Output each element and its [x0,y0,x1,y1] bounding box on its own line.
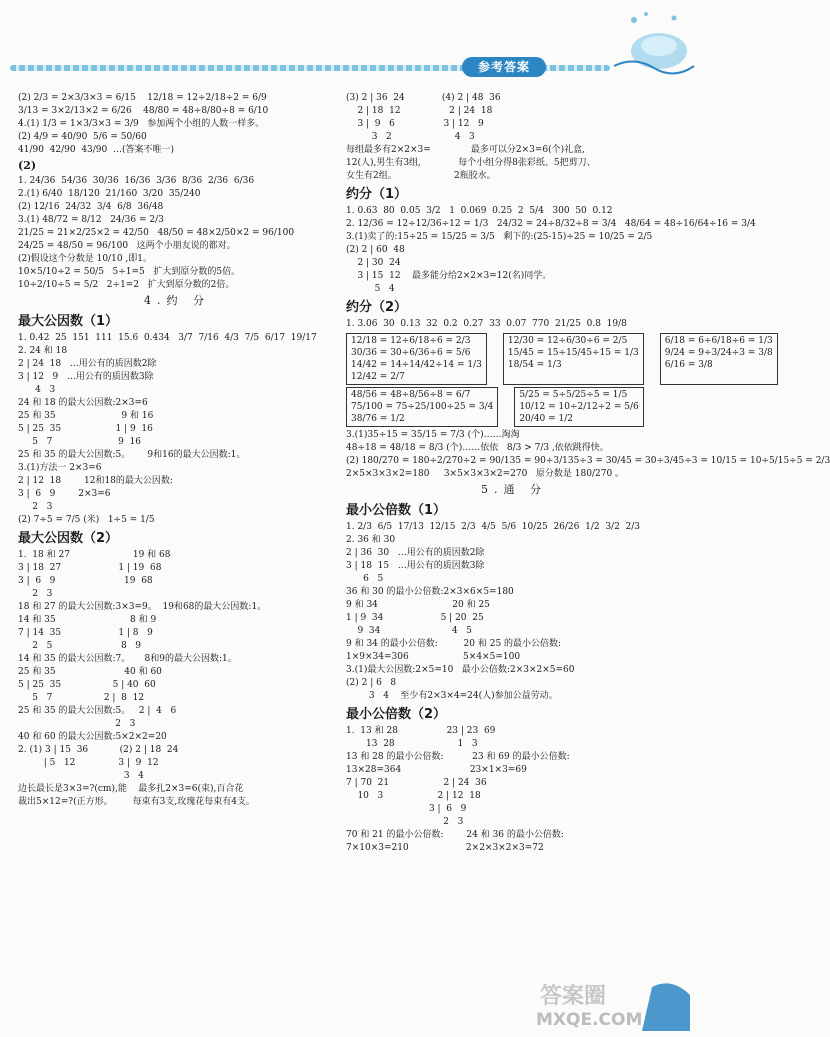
answer-line: 3 | 6 9 2×3=6 [18,489,111,499]
answer-line: (2) 2/3 = 2×3/3×3 = 6/15 12/18 = 12÷2/18÷2 = 6/9 [18,93,267,103]
answer-line: 5 4 [346,284,395,294]
chapter-heading: 5.通 分 [481,483,547,496]
answer-line: 2. 12/36 = 12÷12/36÷12 = 1/3 24/32 = 24÷8/32÷8 = 3/4 48/64 = 48÷16/64÷16 = 3/4 [346,219,756,229]
answer-line: 6 5 [346,574,384,584]
answer-line: 1×9×34=306 5×4×5=100 [346,652,521,662]
answer-line: 4 3 [18,385,56,395]
answer-line: 3/13 = 3×2/13×2 = 6/26 48/80 = 48÷8/80÷8 = 6/10 [18,106,269,116]
fraction-box: 12/18 = 12÷6/18÷6 = 2/3 30/36 = 30÷6/36÷6 = 5/6 14/42 = 14÷14/42÷14 = 1/3 12/42 = 2/7 [346,333,487,385]
answer-line: 25 和 35 40 和 60 [18,667,162,677]
section-heading: 最大公因数（2） [18,531,119,546]
fraction-box-row [346,387,682,427]
answer-line: 10÷2/10÷5 = 5/2 2÷1=2 扩大到原分数的2倍。 [18,280,235,290]
answer-line: (2) 2 | 6 8 [346,678,397,688]
answer-line: 2. (1) 3 | 15 36 (2) 2 | 18 24 [18,745,179,755]
fraction-box: 48/56 = 48÷8/56÷8 = 6/7 75/100 = 75÷25/100÷25 = 3/4 38/76 = 1/2 [346,387,498,427]
answer-line: 2 3 [346,817,464,827]
answer-line: | 5 12 3 | 9 12 [18,758,159,768]
fraction-box: 5/25 = 5÷5/25÷5 = 1/5 10/12 = 10÷2/12÷2 = 5/6 20/40 = 1/2 [514,387,643,427]
answer-line: 4.(1) 1/3 = 1×3/3×3 = 3/9 参加两个小组的人数一样多。 [18,119,265,129]
answer-line: 24/25 = 48/50 = 96/100 这两个小朋友说的都对。 [18,241,236,251]
answer-line: 1. 2/3 6/5 17/13 12/15 2/3 4/5 5/6 10/25 26/26 1/2 3/2 2/3 [346,522,641,532]
section-heading: 最小公倍数（1） [346,503,447,518]
answer-line: (2) 7÷5 = 7/5 (米) 1÷5 = 1/5 [18,515,155,525]
answer-line: 3 | 6 9 [346,804,467,814]
section-heading: 约分（2） [346,300,408,315]
answer-line: 2 | 24 18 …用公有的质因数2除 [18,359,157,369]
answer-line: (2)假设这个分数是 10/10 ,即1。 [18,254,152,264]
answer-line: 3 4 [18,771,144,781]
answer-line: 7 | 14 35 1 | 8 9 [18,628,153,638]
header-title: 参考答案 [462,57,546,77]
answer-line: 女生有2组。 2瓶胶水。 [346,171,496,181]
answer-line: 40 和 60 的最大公因数:5×2×2=20 [18,732,167,742]
answer-line: 2 3 [18,719,136,729]
answer-line: 2 | 30 24 [346,258,401,268]
answer-line: 每组最多有2×2×3= 最多可以分2×3=6(个)礼盒, [346,145,585,155]
answer-line: 25 和 35 9 和 16 [18,411,154,421]
answer-line: 5 | 25 35 5 | 40 60 [18,680,156,690]
answer-line: 12(人),男生有3组, 每个小组分得8张彩纸、5把剪刀、 [346,158,596,168]
right-column [346,92,830,855]
answer-line: 36 和 30 的最小公倍数:2×3×6×5=180 [346,587,514,597]
answer-line: 2 | 18 12 2 | 24 18 [346,106,493,116]
section-heading: 最小公倍数（2） [346,707,447,722]
chapter-heading: 4.约 分 [144,294,210,307]
answer-line: 2 3 [18,502,53,512]
answer-line: (2) 12/16 24/32 3/4 6/8 36/48 [18,202,164,212]
answer-line: 1. 0.63 80 0.05 3/2 1 0.069 0.25 2 5/4 300 50 0.12 [346,206,613,216]
answer-line: 70 和 21 的最小公倍数: 24 和 36 的最小公倍数: [346,830,564,840]
answer-line: 1. 0.42 25 151 111 15.6 0.434 3/7 7/16 4/3 7/5 6/17 19/17 [18,333,317,343]
fraction-box: 6/18 = 6÷6/18÷6 = 1/3 9/24 = 9÷3/24÷3 = 3/8 6/16 = 3/8 [660,333,778,385]
answer-line: 5 7 9 16 [18,437,142,447]
answer-line: 13 和 28 的最小公倍数: 23 和 69 的最小公倍数: [346,752,570,762]
answer-line: 14 和 35 8 和 9 [18,615,157,625]
answer-line: 3.(1)35÷15 = 35/15 = 7/3 (个)……淘淘 [346,430,520,440]
answer-line: (2) 4/9 = 40/90 5/6 = 50/60 [18,132,147,142]
svg-text:答案圈: 答案圈 [540,984,607,1009]
answer-line: 3 | 9 6 3 | 12 9 [346,119,484,129]
svg-text:MXQE.COM: MXQE.COM [536,1010,643,1030]
fraction-box-row [346,333,773,385]
answer-line: 3.(1)最大公因数:2×5=10 最小公倍数:2×3×2×5=60 [346,665,575,675]
answer-line: 3 | 18 27 1 | 19 68 [18,563,162,573]
answer-line: 14 和 35 的最大公因数:7。 8和9的最大公因数:1。 [18,654,237,664]
answer-line: (2) 2 | 60 48 [346,245,405,255]
left-column [18,92,336,809]
answer-line: 1. 24/36 54/36 30/36 16/36 3/36 8/36 2/36 6/36 [18,176,255,186]
answer-line: 3.(1)卖了的:15÷25 = 15/25 = 3/5 剩下的:(25-15)÷25 = 10/25 = 2/5 [346,232,653,242]
answer-line: 10 3 2 | 12 18 [346,791,481,801]
answer-line: 48÷18 = 48/18 = 8/3 (个)……依依 8/3 > 7/3 ,依依跳得快。 [346,443,609,453]
answer-line: 25 和 35 的最大公因数:5。 2 | 4 6 [18,706,177,716]
answer-line: 3.(1)方法一 2×3=6 [18,463,102,473]
answer-line: 9 34 4 5 [346,626,472,636]
answer-line: 2 | 36 30 …用公有的质因数2除 [346,548,485,558]
answer-line: 2. 36 和 30 [346,535,396,545]
answer-line: 3 | 6 9 19 68 [18,576,153,586]
answer-line: 裁出5×12=?(正方形。 每束有3支,玫瑰花每束有4支。 [18,797,255,807]
answer-line: 1 | 9 34 5 | 20 25 [346,613,484,623]
answer-line: 10×5/10÷2 = 50/5 5÷1=5 扩大到原分数的5倍。 [18,267,241,277]
fraction-box: 12/30 = 12÷6/30÷6 = 2/5 15/45 = 15÷15/45÷15 = 1/3 18/54 = 1/3 [503,333,644,385]
watermark-logo [532,977,692,1031]
answer-line: 25 和 35 的最大公因数:5。 9和16的最大公因数:1。 [18,450,246,460]
answer-line: 41/90 42/90 43/90 …(答案不唯一) [18,145,174,155]
answer-line: (2) 180/270 = 180÷2/270÷2 = 90/135 = 90÷3/135÷3 = 30/45 = 30÷3/45÷3 = 10/15 = 10÷5/15÷5 = 2/3 [346,456,830,466]
section-heading: 约分（1） [346,187,408,202]
answer-line: 7×10×3=210 2×2×3×2×3=72 [346,843,544,853]
answer-line: 9 和 34 20 和 25 [346,600,490,610]
answer-line: 2. 24 和 18 [18,346,68,356]
section-heading: 最大公因数（1） [18,314,119,329]
answer-line: 3 | 12 9 …用公有的质因数3除 [18,372,154,382]
answer-line: 1. 13 和 28 23 | 23 69 [346,726,496,736]
header-banner [0,52,700,82]
answer-line: 24 和 18 的最大公因数:2×3=6 [18,398,148,408]
answer-line: 2 5 8 9 [18,641,142,651]
answer-line: 2 | 12 18 12和18的最大公因数: [18,476,173,486]
answer-line: 1. 3.06 30 0.13 32 0.2 0.27 33 0.07 770 21/25 0.8 19/8 [346,319,627,329]
answer-line: 3 2 4 3 [346,132,475,142]
answer-line: 5 | 25 35 1 | 9 16 [18,424,153,434]
answer-line: 2×5×3×3×2=180 3×5×3×3×2=270 原分数是 180/270 。 [346,469,625,479]
answer-line: 3 4 至少有2×3×4=24(人)参加公益劳动。 [346,691,558,701]
answer-line: 13×28=364 23×1×3=69 [346,765,527,775]
answer-line: 13 28 1 3 [346,739,478,749]
answer-line: 3.(1) 48/72 = 8/12 24/36 = 2/3 [18,215,164,225]
answer-line: 7 | 70 21 2 | 24 36 [346,778,487,788]
answer-line: 2.(1) 6/40 18/120 21/160 3/20 35/240 [18,189,201,199]
subsection-heading: (2) [18,159,37,172]
answer-line: (3) 2 | 36 24 (4) 2 | 48 36 [346,93,501,103]
answer-line: 9 和 34 的最小公倍数: 20 和 25 的最小公倍数: [346,639,562,649]
answer-line: 5 7 2 | 8 12 [18,693,145,703]
answer-line: 1. 18 和 27 19 和 68 [18,550,171,560]
answer-line: 18 和 27 的最大公因数:3×3=9。 19和68的最大公因数:1。 [18,602,267,612]
answer-line: 边长最长是3×3=?(cm),能 最多扎2×3=6(束),百合花 [18,784,244,794]
answer-line: 3 | 18 15 …用公有的质因数3除 [346,561,485,571]
answer-line: 3 | 15 12 最多能分给2×2×3=12(名)同学。 [346,271,552,281]
answer-line: 21/25 = 21×2/25×2 = 42/50 48/50 = 48×2/50×2 = 96/100 [18,228,295,238]
answer-line: 2 3 [18,589,53,599]
